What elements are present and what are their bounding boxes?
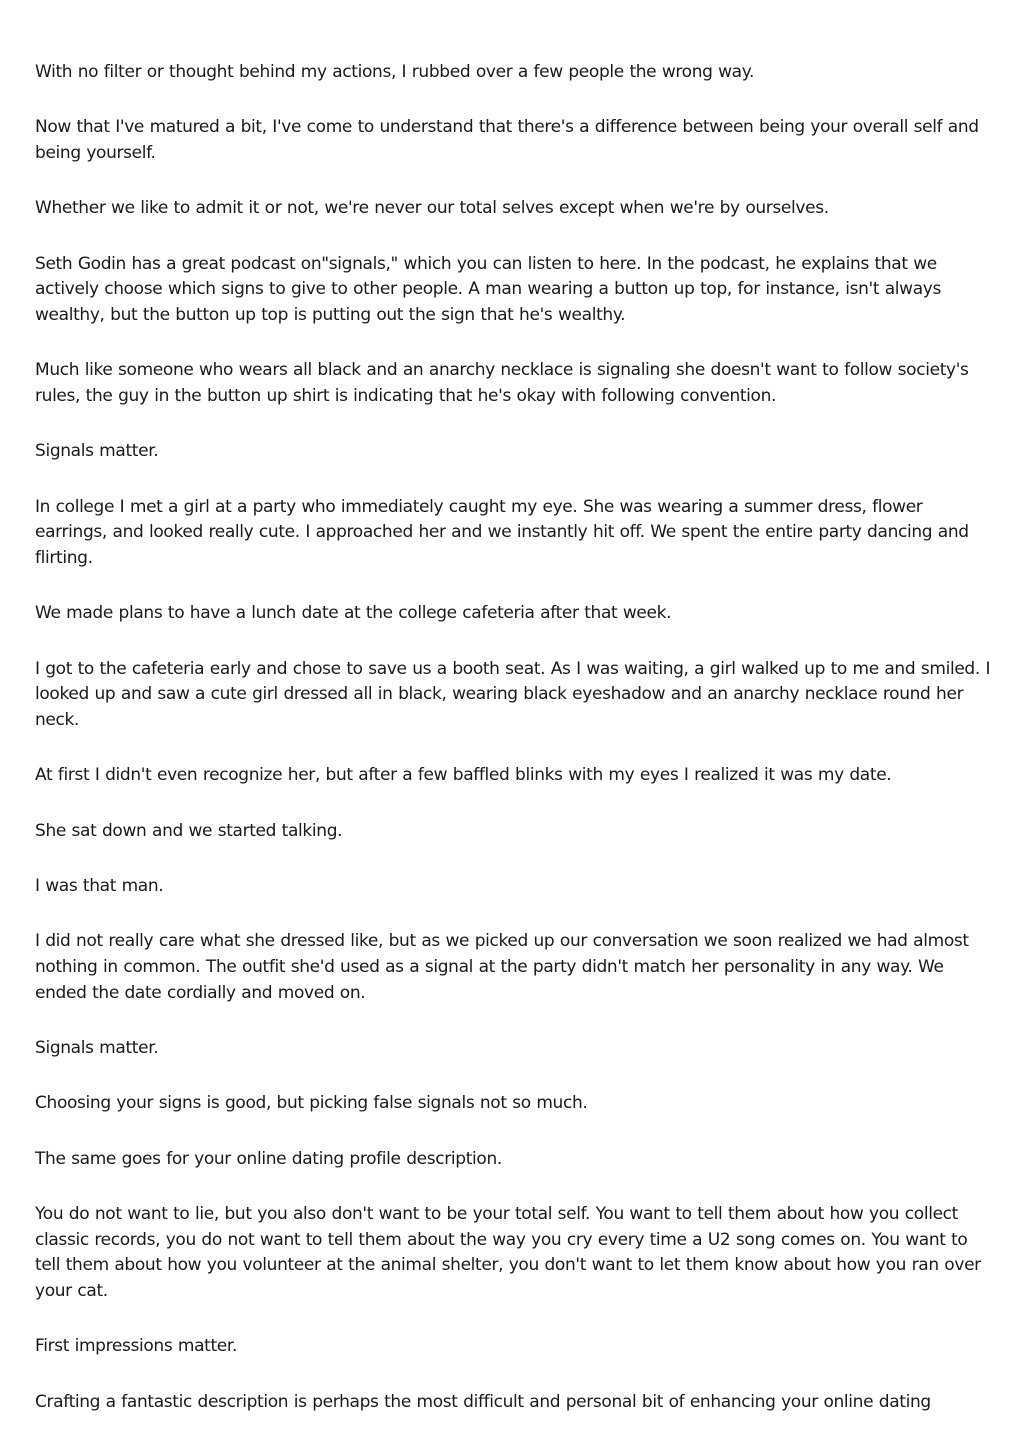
paragraph: Now that I've matured a bit, I've come to understand that there's a difference between being your overall self and being yourself. [35,117,979,163]
paragraph: In college I met a girl at a party who immediately caught my eye. She was wearing a summer dress, flower earrings, and looked really cute. I approached her and we instantly hit off. We spent the entire party dancing and flirting. [35,496,969,568]
paragraph: Seth Godin has a great podcast on"signals," which you can listen to here. In the podcast, he explains that we actively choose which signs to give to other people. A man wearing a button up top, for instance, isn't always wealthy, but the button up top is putting out the sign that he's wealthy. [35,253,942,325]
paragraph: Signals matter. [35,441,159,462]
paragraph: First impressions matter. [35,1336,238,1357]
paragraph: I got to the cafeteria early and chose to save us a booth seat. As I was waiting, a girl walked up to me and smiled. I looked up and saw a cute girl dressed all in black, wearing black eyeshadow and an anarchy necklace round her neck. [35,658,991,730]
paragraph: I did not really care what she dressed like, but as we picked up our conversation we soon realized we had almost nothing in common. The outfit she'd used as a signal at the party didn't match her personality in any way. We ended the date cordially and moved on. [35,931,969,1003]
paragraph: You do not want to lie, but you also don't want to be your total self. You want to tell them about how you collect classic records, you do not want to tell them about the way you cry every time a U2 song comes on. You want to tell them about how you volunteer at the animal shelter, you don't want to let them know about how you ran over your cat. [35,1204,981,1301]
paragraph: Choosing your signs is good, but picking false signals not so much. [35,1093,588,1114]
paragraph: We made plans to have a lunch date at the college cafeteria after that week. [35,603,672,624]
paragraph: Whether we like to admit it or not, we're never our total selves except when we're by ourselves. [35,198,829,219]
article-body [35,60,995,1445]
paragraph: Much like someone who wears all black and an anarchy necklace is signaling she doesn't want to follow society's rules, the guy in the button up shirt is indicating that he's okay with following convention. [35,360,969,406]
paragraph: With no filter or thought behind my actions, I rubbed over a few people the wrong way. [35,62,755,82]
paragraph: She sat down and we started talking. [35,820,343,841]
paragraph: At first I didn't even recognize her, but after a few baffled blinks with my eyes I realized it was my date. [35,765,892,786]
paragraph: Crafting a fantastic description is perhaps the most difficult and personal bit of enhancing your online dating [35,1391,931,1412]
paragraph: I was that man. [35,876,164,897]
paragraph: The same goes for your online dating profile description. [35,1148,502,1169]
paragraph: Signals matter. [35,1038,159,1059]
